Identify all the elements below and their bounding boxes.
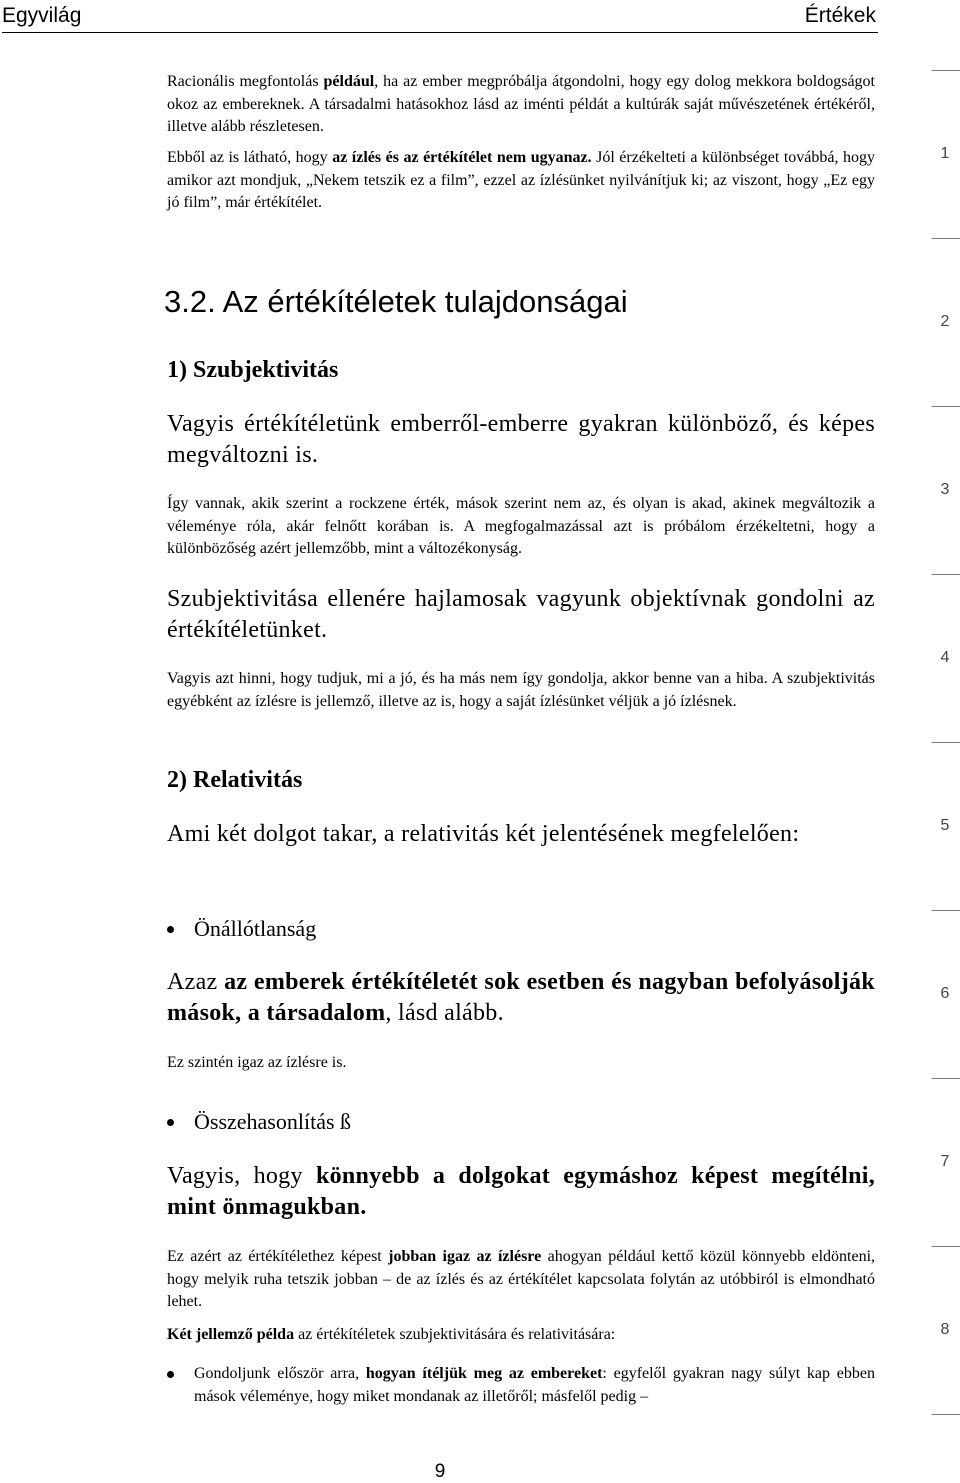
margin-mark [932, 70, 960, 71]
intro-paragraph-2: Ebből az is látható, hogy az ízlés és az értékítélet nem ugyanaz. Jól érzékelteti a különbséget továbbá, hogy amikor azt mondjuk, „Nekem tetszik ez a film”, ezzel az ízlésünket nyilvánítjuk ki; az viszont, hogy „Ez egy jó film”, már értékítélet. [167, 149, 876, 211]
margin-number: 5 [940, 817, 950, 834]
margin-mark [932, 1078, 960, 1079]
bullet-dependence: Önállótlanság [167, 913, 875, 944]
margin-number: 3 [940, 481, 950, 498]
lead-paragraph-comparison: Vagyis, hogy könnyebb a dolgokat egymáshoz képest megítélni, mint önmagukban. [167, 1163, 875, 1220]
margin-mark [932, 1414, 960, 1415]
margin-number: 7 [940, 1153, 950, 1170]
margin-number: 8 [940, 1321, 950, 1338]
header-left-title: Egyvilág [2, 4, 82, 27]
paragraph-examples-intro: Két jellemző példa az értékítéletek szubjektivitására és relativitására: [167, 1326, 616, 1343]
running-header [2, 0, 878, 33]
margin-mark [932, 406, 960, 407]
intro-paragraph-1: Racionális megfontolás például, ha az ember megpróbálja átgondolni, hogy egy dolog mekkora boldogságot okoz az embereknek. A társadalmi hatásokhoz lásd az iménti példát a kultúrák saját művészetének értékéről, illetve alább részletesen. [167, 73, 875, 135]
bullet-judging-people: Gondoljunk először arra, hogyan ítéljük meg az embereket: egyfelől gyakran nagy súlyt kap ebben mások véleménye, hogy miket mondanak az illetőről; másfelől pedig – [167, 1363, 875, 1408]
lead-paragraph-relativity: Ami két dolgot takar, a relativitás két jelentésének megfelelően: [167, 821, 800, 847]
paragraph-taste-note: Ez szintén igaz az ízlésre is. [167, 1054, 347, 1071]
subheading-subjectivity: 1) Szubjektivitás [167, 357, 339, 383]
page-number: 9 [434, 1461, 446, 1482]
lead-paragraph-objectivity: Szubjektivitása ellenére hajlamosak vagyunk objektívnak gondolni az értékítéletünket. [167, 586, 875, 643]
paragraph-objectivity-explanation: Vagyis azt hinni, hogy tudjuk, mi a jó, és ha más nem így gondolja, akkor benne van a hiba. A szubjektivitás egyébként az ízlésre is jellemző, illetve az is, hogy a saját ízlésünket véljük a jó ízlésnek. [167, 670, 875, 710]
margin-number: 6 [940, 985, 950, 1002]
margin-number: 1 [940, 145, 950, 162]
margin-mark [932, 574, 960, 575]
lead-paragraph-subjectivity: Vagyis értékítéletünk emberről-emberre gyakran különböző, és képes megváltozni is. [167, 411, 875, 468]
margin-number: 4 [940, 649, 950, 666]
bullet-comparison: Összehasonlítás ß [167, 1106, 875, 1137]
section-title: 3.2. Az értékítéletek tulajdonságai [164, 284, 628, 319]
paragraph-subjectivity-example: Így vannak, akik szerint a rockzene érték, mások szerint nem az, és olyan is akad, akinek megváltozik a véleménye róla, akár felnőtt korában is. A megfogalmazással azt is próbálom érzékeltetni, hogy a különbözőség azért jellemzőbb, mint a változékonyság. [167, 495, 875, 557]
subheading-relativity: 2) Relativitás [167, 767, 303, 793]
lead-paragraph-dependence: Azaz az emberek értékítéletét sok esetben és nagyban befolyásolják mások, a társadalom, lásd alább. [167, 969, 875, 1026]
header-right-title: Értékek [804, 4, 876, 27]
margin-mark [932, 910, 960, 911]
margin-mark [932, 238, 960, 239]
margin-mark [932, 742, 960, 743]
margin-number: 2 [940, 313, 950, 330]
margin-mark [932, 1246, 960, 1247]
paragraph-comparison-explanation: Ez azért az értékítélethez képest jobban igaz az ízlésre ahogyan például kettő közül könnyebb eldönteni, hogy melyik ruha tetszik jobban – de az ízlés és az értékítélet kapcsolata folytán az utóbbiról is elmondható lehet. [167, 1248, 876, 1310]
